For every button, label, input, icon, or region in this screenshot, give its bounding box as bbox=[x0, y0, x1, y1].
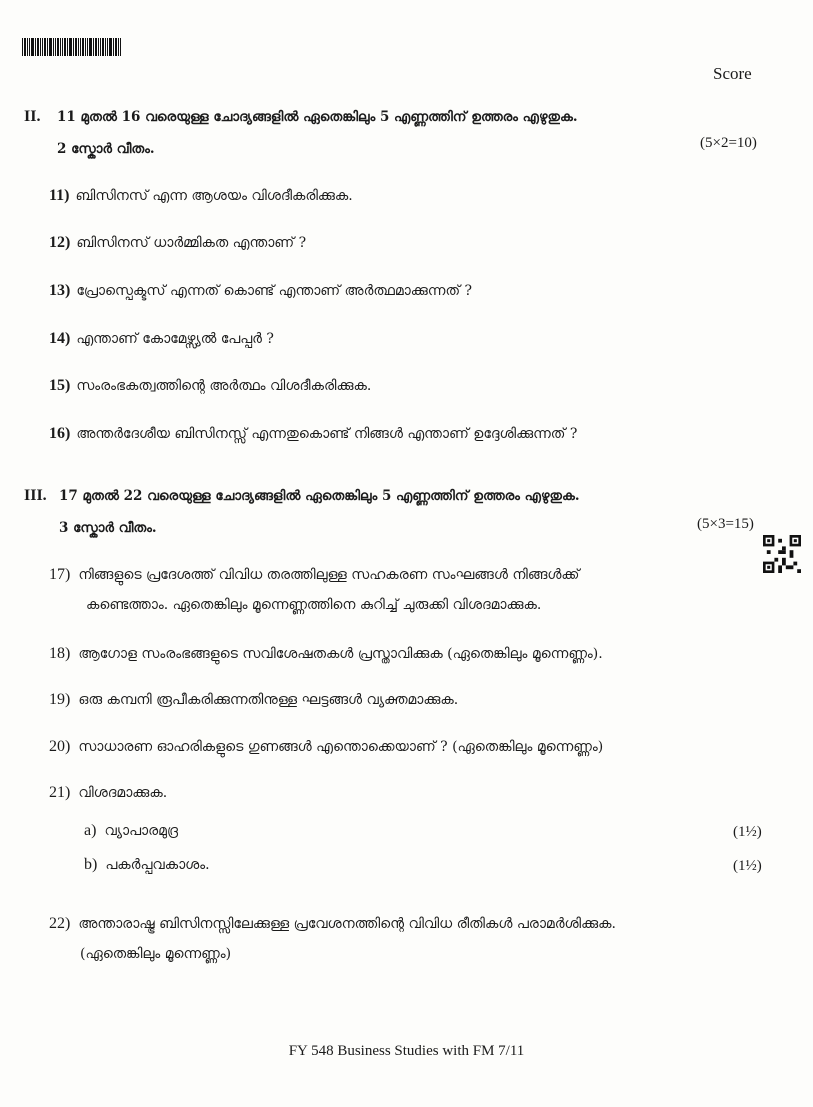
section-2-scoring: 2 സ്കോർ വീതം. bbox=[57, 141, 155, 157]
question-number: 15) bbox=[49, 377, 71, 394]
section-3-scoring: 3 സ്കോർ വീതം. bbox=[59, 520, 157, 536]
qr-code-icon bbox=[763, 535, 801, 573]
question-20 bbox=[49, 738, 603, 756]
barcode bbox=[22, 38, 142, 56]
question-text: സാധാരണ ഓഹരികളുടെ ഗുണങ്ങൾ എന്തൊക്കെയാണ് ? (ഏതെങ്കിലും മൂന്നെണ്ണം) bbox=[78, 739, 604, 755]
section-2-number: II. bbox=[24, 108, 41, 125]
question-18 bbox=[49, 645, 603, 663]
question-text: സംരംഭകത്വത്തിന്റെ അർത്ഥം വിശദീകരിക്കുക. bbox=[76, 378, 372, 394]
question-text: ആഗോള സംരംഭങ്ങളുടെ സവിശേഷതകൾ പ്രസ്താവിക്കുക (ഏതെങ്കിലും മൂന്നെണ്ണം). bbox=[78, 646, 603, 662]
part-label: b) bbox=[84, 856, 98, 873]
question-21-part-b bbox=[84, 856, 210, 874]
question-22 bbox=[49, 915, 616, 933]
question-21 bbox=[49, 784, 167, 802]
section-3-marks: (5×3=15) bbox=[697, 516, 754, 532]
part-text: പകർപ്പവകാശം. bbox=[105, 857, 210, 873]
score-label: Score bbox=[713, 64, 752, 83]
question-text: എന്താണ് കോമേഴ്സ്യൽ പേപ്പർ ? bbox=[76, 331, 274, 347]
question-12 bbox=[49, 234, 306, 252]
question-11 bbox=[49, 187, 353, 205]
question-17 bbox=[49, 566, 579, 584]
section-3-number: III. bbox=[24, 487, 47, 504]
section-2-marks: (5×2=10) bbox=[700, 135, 757, 151]
question-text: ബിസിനസ് എന്ന ആശയം വിശദീകരിക്കുക. bbox=[75, 188, 353, 204]
question-text: ഒരു കമ്പനി രൂപീകരിക്കുന്നതിനുള്ള ഘട്ടങ്ങൾ വ്യക്തമാക്കുക. bbox=[78, 692, 459, 708]
section-2-instruction: 11 മുതൽ 16 വരെയുള്ള ചോദ്യങ്ങളിൽ ഏതെങ്കിലും 5 എണ്ണത്തിന് ഉത്തരം എഴുതുക. bbox=[57, 109, 578, 125]
question-17-continued: കണ്ടെത്താം. ഏതെങ്കിലും മൂന്നെണ്ണത്തിനെ കുറിച്ച് ചുരുക്കി വിശദമാക്കുക. bbox=[86, 597, 542, 613]
question-text: അന്തർദേശീയ ബിസിനസ്സ് എന്നതുകൊണ്ട് നിങ്ങൾ എന്താണ് ഉദ്ദേശിക്കുന്നത് ? bbox=[76, 426, 578, 442]
question-21-part-a bbox=[84, 822, 178, 840]
question-text: നിങ്ങളുടെ പ്രദേശത്ത് വിവിധ തരത്തിലുള്ള സഹകരണ സംഘങ്ങൾ നിങ്ങൾക്ക് bbox=[78, 567, 580, 583]
question-number: 11) bbox=[49, 187, 70, 204]
question-number: 18) bbox=[49, 645, 71, 662]
question-text: പ്രോസ്പെക്ടസ് എന്നത് കൊണ്ട് എന്താണ് അർത്ഥമാക്കുന്നത് ? bbox=[76, 283, 473, 299]
question-text: ബിസിനസ് ധാർമ്മികത എന്താണ് ? bbox=[76, 235, 307, 251]
question-number: 13) bbox=[49, 282, 71, 299]
part-a-marks: (1½) bbox=[733, 824, 762, 840]
question-15 bbox=[49, 377, 371, 395]
question-text: വിശദമാക്കുക. bbox=[78, 785, 168, 801]
question-number: 21) bbox=[49, 784, 71, 801]
question-number: 19) bbox=[49, 691, 71, 708]
part-label: a) bbox=[84, 822, 97, 839]
question-number: 16) bbox=[49, 425, 71, 442]
question-14 bbox=[49, 330, 274, 348]
question-number: 22) bbox=[49, 915, 71, 932]
question-22-continued: (ഏതെങ്കിലും മൂന്നെണ്ണം) bbox=[80, 946, 232, 962]
question-16 bbox=[49, 425, 577, 443]
part-b-marks: (1½) bbox=[733, 858, 762, 874]
page-footer: FY 548 Business Studies with FM 7/11 bbox=[288, 1043, 525, 1059]
question-number: 12) bbox=[49, 234, 71, 251]
question-19 bbox=[49, 691, 458, 709]
question-13 bbox=[49, 282, 472, 300]
section-3-instruction: 17 മുതൽ 22 വരെയുള്ള ചോദ്യങ്ങളിൽ ഏതെങ്കിലും 5 എണ്ണത്തിന് ഉത്തരം എഴുതുക. bbox=[59, 488, 580, 504]
question-number: 20) bbox=[49, 738, 71, 755]
question-number: 14) bbox=[49, 330, 71, 347]
question-text: അന്താരാഷ്ട്ര ബിസിനസ്സിലേക്കുള്ള പ്രവേശനത്തിന്റെ വിവിധ രീതികൾ പരാമർശിക്കുക. bbox=[78, 916, 616, 932]
question-number: 17) bbox=[49, 566, 71, 583]
part-text: വ്യാപാരമുദ്ര bbox=[104, 823, 178, 839]
